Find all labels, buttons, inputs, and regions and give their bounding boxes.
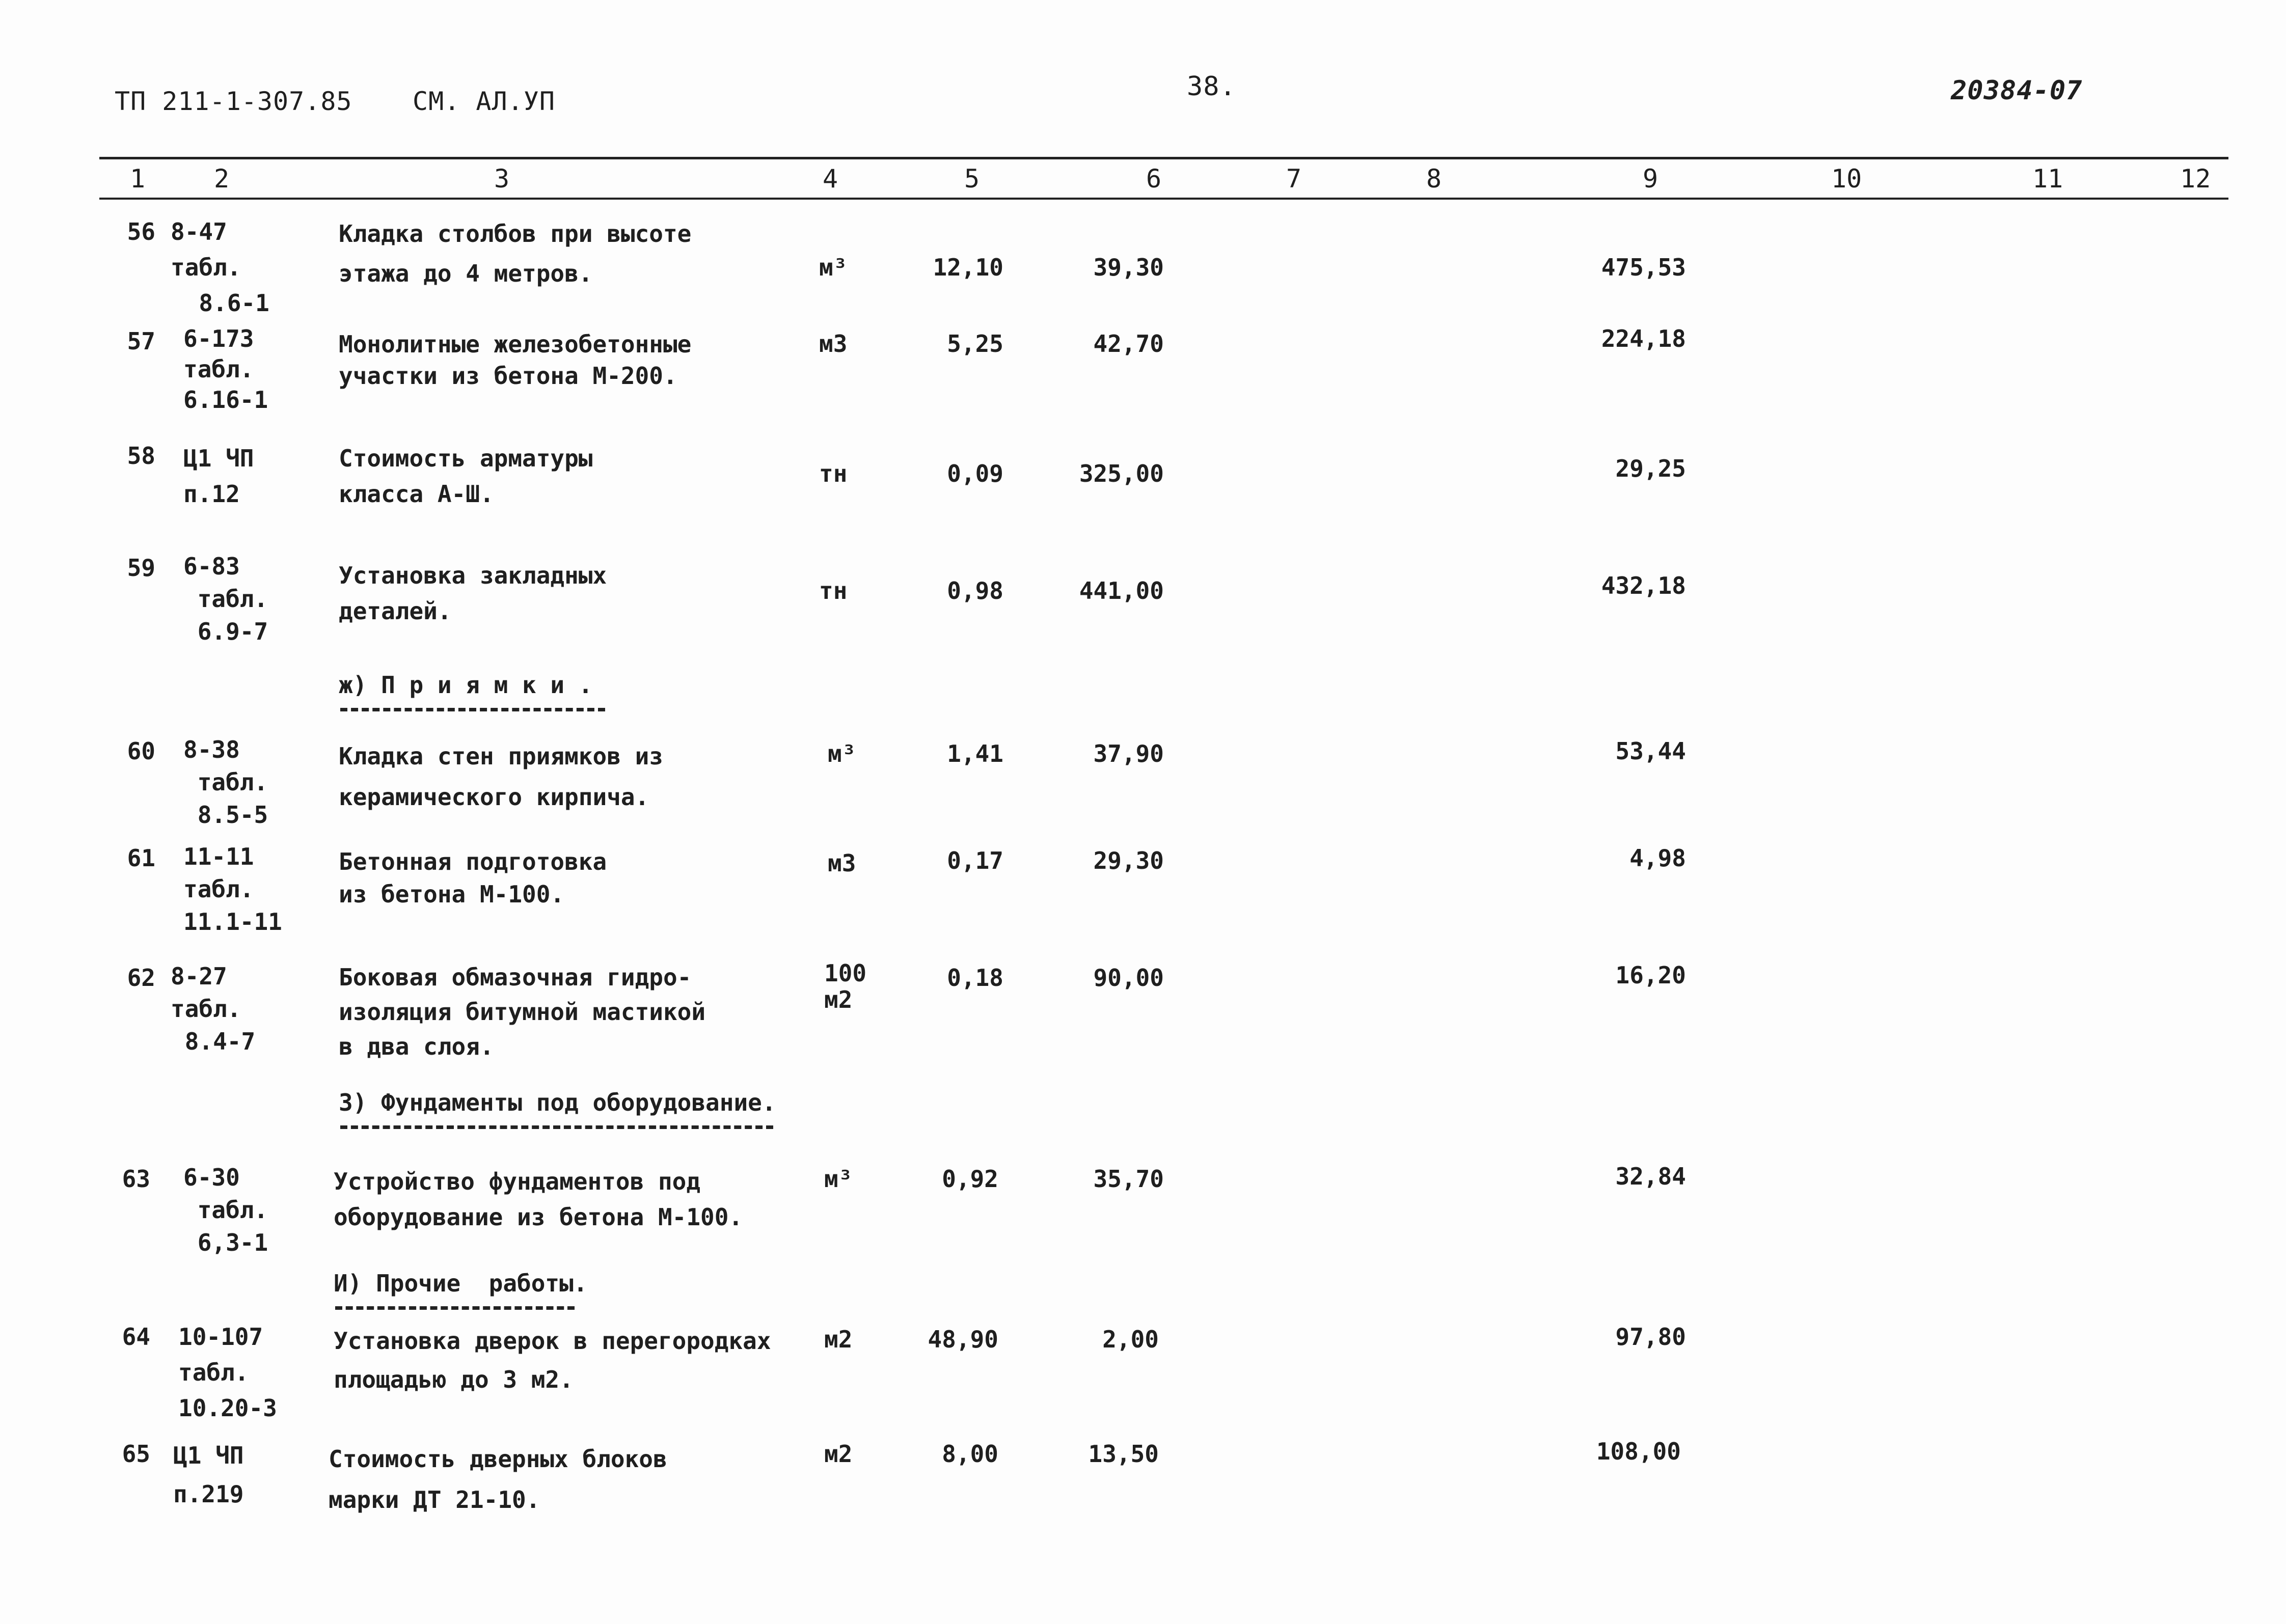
row-57-code: 6-173 табл. 6.16-1	[183, 325, 268, 414]
row-61-code: 11-11 табл. 11.1-11	[183, 843, 282, 935]
row-61-unit-price: 29,30	[1093, 847, 1164, 874]
row-58-quantity: 0,09	[947, 460, 1003, 487]
row-64-unit: м2	[824, 1326, 853, 1353]
row-64-number: 64	[122, 1323, 150, 1351]
sheet-reference: СМ. АЛ.УП	[413, 87, 555, 116]
row-62-code: 8-27 табл. 8.4-7	[171, 962, 256, 1055]
row-58-description: Стоимость арматуры класса А-Ш.	[339, 445, 593, 508]
row-61-total: 4,98	[1629, 844, 1686, 872]
row-59-quantity: 0,98	[947, 577, 1003, 604]
row-57-number: 57	[127, 327, 155, 355]
row-59-unit: тн	[819, 577, 848, 604]
row-64-total: 97,80	[1615, 1323, 1686, 1351]
row-60-code: 8-38 табл. 8.5-5	[183, 736, 268, 829]
row-63-description: Устройство фундаментов под оборудование из бетона М-100.	[334, 1168, 743, 1231]
row-62-unit-price: 90,00	[1093, 964, 1164, 992]
section-title-foundations: 3) Фундаменты под оборудование.	[339, 1089, 776, 1116]
column-number-3: 3	[494, 164, 510, 194]
row-65-code: Ц1 ЧП п.219	[173, 1442, 244, 1508]
column-number-11: 11	[2032, 164, 2063, 194]
row-60-quantity: 1,41	[947, 740, 1003, 767]
row-56-unit: м³	[819, 254, 848, 281]
row-58-unit-price: 325,00	[1079, 460, 1164, 487]
row-63-unit-price: 35,70	[1093, 1165, 1164, 1193]
row-65-description: Стоимость дверных блоков марки ДТ 21-10.	[329, 1445, 667, 1513]
row-64-description: Установка дверок в перегородках площадью до 3 м2.	[334, 1327, 771, 1393]
row-65-unit-price: 13,50	[1088, 1440, 1159, 1468]
table-top-rule	[99, 157, 2228, 159]
column-number-12: 12	[2180, 164, 2211, 194]
row-63-total: 32,84	[1615, 1163, 1686, 1190]
column-number-9: 9	[1643, 164, 1658, 194]
row-63-quantity: 0,92	[942, 1165, 998, 1193]
row-59-unit-price: 441,00	[1079, 577, 1164, 604]
column-number-2: 2	[214, 164, 230, 194]
row-63-unit: м³	[824, 1165, 853, 1193]
row-62-description: Боковая обмазочная гидро- изоляция битумной мастикой в два слоя.	[339, 964, 706, 1060]
row-63-number: 63	[122, 1165, 150, 1193]
section-underline-foundations	[340, 1125, 773, 1129]
row-60-description: Кладка стен приямков из керамического кирпича.	[339, 742, 663, 811]
row-56-number: 56	[127, 218, 155, 245]
row-59-number: 59	[127, 554, 155, 582]
row-60-total: 53,44	[1615, 737, 1686, 765]
row-58-unit: тн	[819, 460, 848, 487]
column-number-5: 5	[964, 164, 980, 194]
archive-number: 20384-07	[1951, 75, 2083, 106]
row-65-quantity: 8,00	[942, 1440, 998, 1468]
column-number-4: 4	[823, 164, 838, 194]
row-64-code: 10-107 табл. 10.20-3	[178, 1323, 277, 1422]
row-59-description: Установка закладных деталей.	[339, 562, 607, 625]
column-number-8: 8	[1426, 164, 1442, 194]
page-number: 38.	[1187, 71, 1236, 102]
section-title-pits: ж) П р и я м к и .	[339, 671, 593, 699]
row-57-total: 224,18	[1601, 325, 1686, 352]
row-58-code: Ц1 ЧП п.12	[183, 445, 254, 508]
column-number-10: 10	[1831, 164, 1862, 194]
row-58-number: 58	[127, 442, 155, 470]
table-header-rule	[99, 198, 2228, 200]
row-65-unit: м2	[824, 1440, 853, 1468]
row-56-code: 8-47 табл. 8.6-1	[171, 218, 269, 317]
row-57-unit-price: 42,70	[1093, 330, 1164, 357]
row-62-unit: 100 м2	[824, 959, 867, 1013]
row-65-number: 65	[122, 1440, 150, 1468]
row-62-quantity: 0,18	[947, 964, 1003, 992]
row-56-total: 475,53	[1601, 254, 1686, 281]
row-56-unit-price: 39,30	[1093, 254, 1164, 281]
row-62-total: 16,20	[1615, 961, 1686, 989]
row-57-unit: м3	[819, 330, 848, 357]
row-58-total: 29,25	[1615, 455, 1686, 482]
row-59-total: 432,18	[1601, 572, 1686, 599]
row-56-description: Кладка столбов при высоте этажа до 4 метров.	[339, 220, 692, 287]
section-underline-other-works	[335, 1306, 575, 1310]
row-59-code: 6-83 табл. 6.9-7	[183, 553, 268, 645]
row-60-number: 60	[127, 737, 155, 765]
row-60-unit: м³	[828, 740, 856, 767]
row-61-description: Бетонная подготовка из бетона М-100.	[339, 848, 607, 908]
row-56-quantity: 12,10	[933, 254, 1003, 281]
row-57-description: Монолитные железобетонные участки из бетона М-200.	[339, 331, 692, 390]
column-number-7: 7	[1286, 164, 1302, 194]
row-61-quantity: 0,17	[947, 847, 1003, 874]
section-title-other-works: И) Прочие работы.	[334, 1270, 588, 1297]
row-62-number: 62	[127, 964, 155, 992]
row-65-total: 108,00	[1596, 1438, 1681, 1465]
column-number-1: 1	[130, 164, 146, 194]
row-61-unit: м3	[828, 849, 856, 877]
row-64-quantity: 48,90	[928, 1326, 998, 1353]
row-61-number: 61	[127, 844, 155, 872]
row-64-unit-price: 2,00	[1102, 1326, 1159, 1353]
row-57-quantity: 5,25	[947, 330, 1003, 357]
row-60-unit-price: 37,90	[1093, 740, 1164, 767]
document-code: ТП 211-1-307.85	[115, 87, 352, 116]
row-63-code: 6-30 табл. 6,3-1	[183, 1164, 268, 1256]
section-underline-pits	[340, 708, 605, 711]
column-number-6: 6	[1146, 164, 1162, 194]
